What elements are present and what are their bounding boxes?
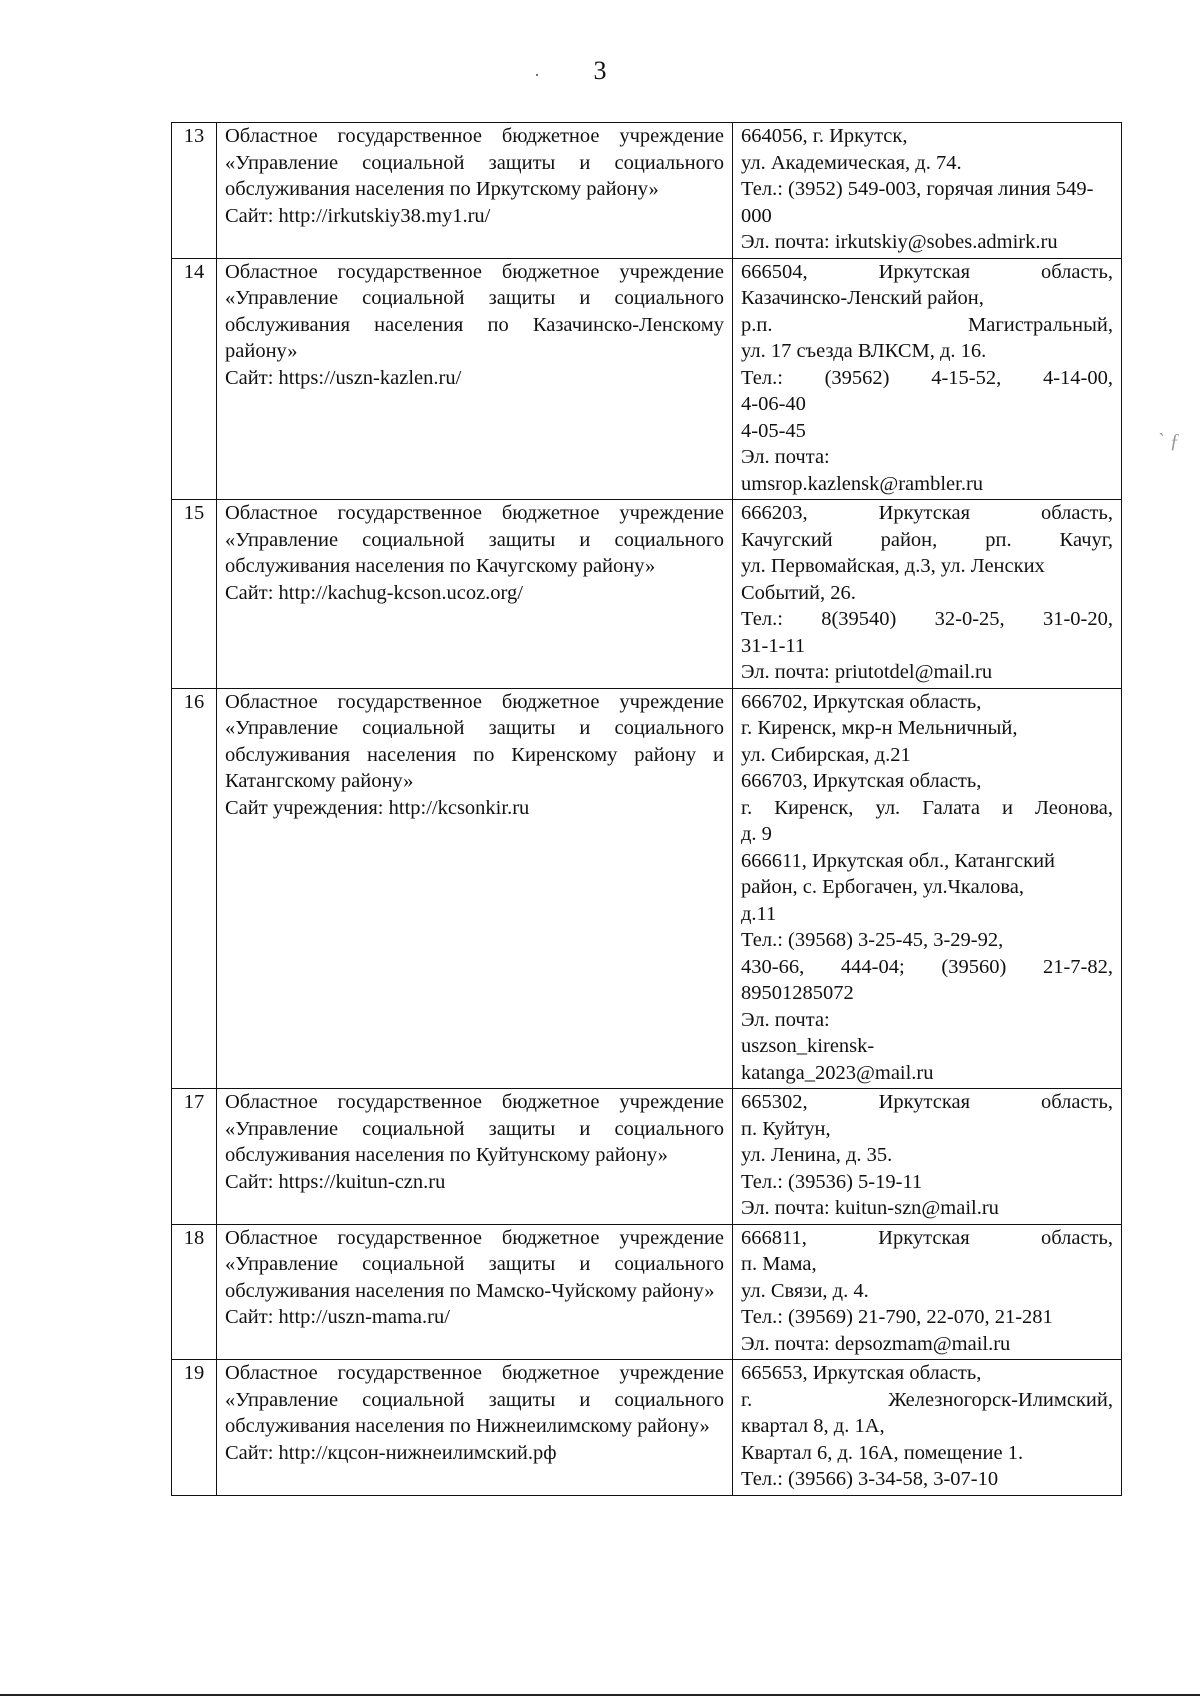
contact-line: 666203, Иркутская область, <box>741 502 1113 524</box>
contact-line: Событий, 26. <box>741 581 856 604</box>
row-number: 16 <box>172 688 217 1089</box>
contact-line: Квартал 6, д. 16А, помещение 1. <box>741 1441 1024 1464</box>
institutions-table <box>171 122 1122 1496</box>
contact-line: 665302, Иркутская область, <box>741 1091 1113 1113</box>
contact-line: г. Киренск, ул. Галата и Леонова, <box>741 796 1113 819</box>
contact-line: 666611, Иркутская обл., Катангский <box>741 849 1056 872</box>
organization-website: Сайт: http://kachug-kcson.ucoz.org/ <box>225 581 523 604</box>
page-bottom-edge <box>0 1694 1200 1696</box>
organization-website: Сайт учреждения: http://kcsonkir.ru <box>225 796 530 819</box>
contact-line: Эл. почта: irkutskiy@sobes.admirk.ru <box>741 231 1058 253</box>
contact-line: 31-1-11 <box>741 634 806 657</box>
contact-line: 666811, Иркутская область, <box>741 1226 1113 1249</box>
contact-line: 666703, Иркутская область, <box>741 770 982 792</box>
table-row <box>172 1360 1122 1496</box>
table-row <box>172 123 1122 259</box>
contact-line: Эл. почта: priutotdel@mail.ru <box>741 661 993 683</box>
row-number: 15 <box>172 500 217 689</box>
table-row <box>172 1224 1122 1360</box>
contact-line: 4-05-45 <box>741 419 806 442</box>
contact-line: ул. Академическая, д. 74. <box>741 151 962 174</box>
contacts-cell <box>733 1089 1122 1225</box>
contact-line: Тел.: (39536) 5-19-11 <box>741 1170 923 1193</box>
contact-line: Тел.: (39566) 3-34-58, 3-07-10 <box>741 1468 999 1490</box>
organization-name: Областное государственное бюджетное учреждение «Управление социальной защиты и социального обслуживания населения по Куйтунскому району» <box>225 1091 724 1166</box>
page-number: 3 <box>593 56 607 85</box>
table-row <box>172 500 1122 689</box>
row-number: 13 <box>172 123 217 259</box>
organization-cell <box>217 258 733 500</box>
contacts-cell <box>733 500 1122 689</box>
contact-line: ул. Первомайская, д.3, ул. Ленских <box>741 555 1045 577</box>
organization-website: Сайт: https://uszn-kazlen.ru/ <box>225 366 462 389</box>
contact-line: п. Куйтун, <box>741 1117 831 1140</box>
contact-line: Эл. почта: depsozmam@mail.ru <box>741 1332 1011 1355</box>
contact-line: katanga_2023@mail.ru <box>741 1061 934 1084</box>
organization-website: Сайт: http://irkutskiy38.my1.ru/ <box>225 204 491 227</box>
organization-name: Областное государственное бюджетное учреждение «Управление социальной защиты и социального обслуживания населения по Качугскому району» <box>225 502 724 577</box>
organization-cell <box>217 123 733 259</box>
contact-line: Качугский район, рп. Качуг, <box>741 528 1113 551</box>
contact-line: uszson_kirensk- <box>741 1035 875 1057</box>
organization-website: Сайт: http://кцсон-нижнеилимский.рф <box>225 1441 557 1464</box>
contact-line: ул. Сибирская, д.21 <box>741 743 911 766</box>
table-row <box>172 688 1122 1089</box>
contact-line: Эл. почта: kuitun-szn@mail.ru <box>741 1197 999 1219</box>
organization-name: Областное государственное бюджетное учреждение «Управление социальной защиты и социального обслуживания населения по Киренскому району и Катангскому району» <box>225 690 724 792</box>
contact-line: Тел.: (39562) 4-15-52, 4-14-00, <box>741 366 1113 389</box>
table-row <box>172 258 1122 500</box>
contact-line: р.п. Магистральный, <box>741 313 1113 336</box>
contact-line: д.11 <box>741 902 777 925</box>
organization-website: Сайт: http://uszn-mama.ru/ <box>225 1306 450 1328</box>
contact-line: Эл. почта: <box>741 446 830 468</box>
organization-name: Областное государственное бюджетное учреждение «Управление социальной защиты и социального обслуживания населения по Иркутскому району» <box>225 125 724 200</box>
contact-line: квартал 8, д. 1А, <box>741 1415 885 1437</box>
contact-line: Тел.: (3952) 549-003, горячая линия 549-000 <box>741 178 1094 227</box>
organization-cell <box>217 688 733 1089</box>
contact-line: г. Железногорск-Илимский, <box>741 1388 1113 1411</box>
contact-line: 89501285072 <box>741 982 854 1004</box>
contacts-cell <box>733 123 1122 259</box>
contact-line: Тел.: (39568) 3-25-45, 3-29-92, <box>741 929 1004 951</box>
scan-speck <box>536 74 538 76</box>
contact-line: umsrop.kazlensk@rambler.ru <box>741 472 984 495</box>
contact-line: д. 9 <box>741 823 772 845</box>
contact-line: 666504, Иркутская область, <box>741 260 1113 283</box>
contact-line: п. Мама, <box>741 1253 817 1275</box>
organization-name: Областное государственное бюджетное учреждение «Управление социальной защиты и социального обслуживания населения по Нижнеилимскому району» <box>225 1362 724 1437</box>
row-number: 19 <box>172 1360 217 1496</box>
margin-scan-mark: ˋ ƒ <box>1158 430 1180 452</box>
contact-line: район, с. Ербогачен, ул.Чкалова, <box>741 876 1024 898</box>
contact-line: Эл. почта: <box>741 1008 830 1031</box>
contact-line: 664056, г. Иркутск, <box>741 125 908 147</box>
contact-line: Тел.: (39569) 21-790, 22-070, 21-281 <box>741 1306 1053 1328</box>
contact-line: Тел.: 8(39540) 32-0-25, 31-0-20, <box>741 608 1113 630</box>
contact-line: г. Киренск, мкр-н Мельничный, <box>741 717 1018 739</box>
organization-cell <box>217 1360 733 1496</box>
institutions-table-body <box>172 123 1122 1496</box>
row-number: 14 <box>172 258 217 500</box>
contact-line: ул. 17 съезда ВЛКСМ, д. 16. <box>741 340 987 362</box>
contacts-cell <box>733 688 1122 1089</box>
contact-line: 665653, Иркутская область, <box>741 1362 982 1384</box>
row-number: 18 <box>172 1224 217 1360</box>
row-number: 17 <box>172 1089 217 1225</box>
contact-line: 430-66, 444-04; (39560) 21-7-82, <box>741 955 1113 978</box>
contacts-cell <box>733 258 1122 500</box>
contacts-cell <box>733 1224 1122 1360</box>
contact-line: Казачинско-Ленский район, <box>741 287 984 309</box>
contact-line: 666702, Иркутская область, <box>741 690 982 713</box>
table-row <box>172 1089 1122 1225</box>
organization-cell <box>217 1224 733 1360</box>
contact-line: 4-06-40 <box>741 393 806 415</box>
organization-cell <box>217 500 733 689</box>
organization-name: Областное государственное бюджетное учреждение «Управление социальной защиты и социального обслуживания населения по Мамско-Чуйскому району» <box>225 1226 724 1302</box>
organization-cell <box>217 1089 733 1225</box>
organization-website: Сайт: https://kuitun-czn.ru <box>225 1170 446 1193</box>
contact-line: ул. Ленина, д. 35. <box>741 1144 893 1166</box>
contacts-cell <box>733 1360 1122 1496</box>
contact-line: ул. Связи, д. 4. <box>741 1279 869 1302</box>
organization-name: Областное государственное бюджетное учреждение «Управление социальной защиты и социального обслуживания населения по Казачинско-Ленскому району» <box>225 260 724 362</box>
